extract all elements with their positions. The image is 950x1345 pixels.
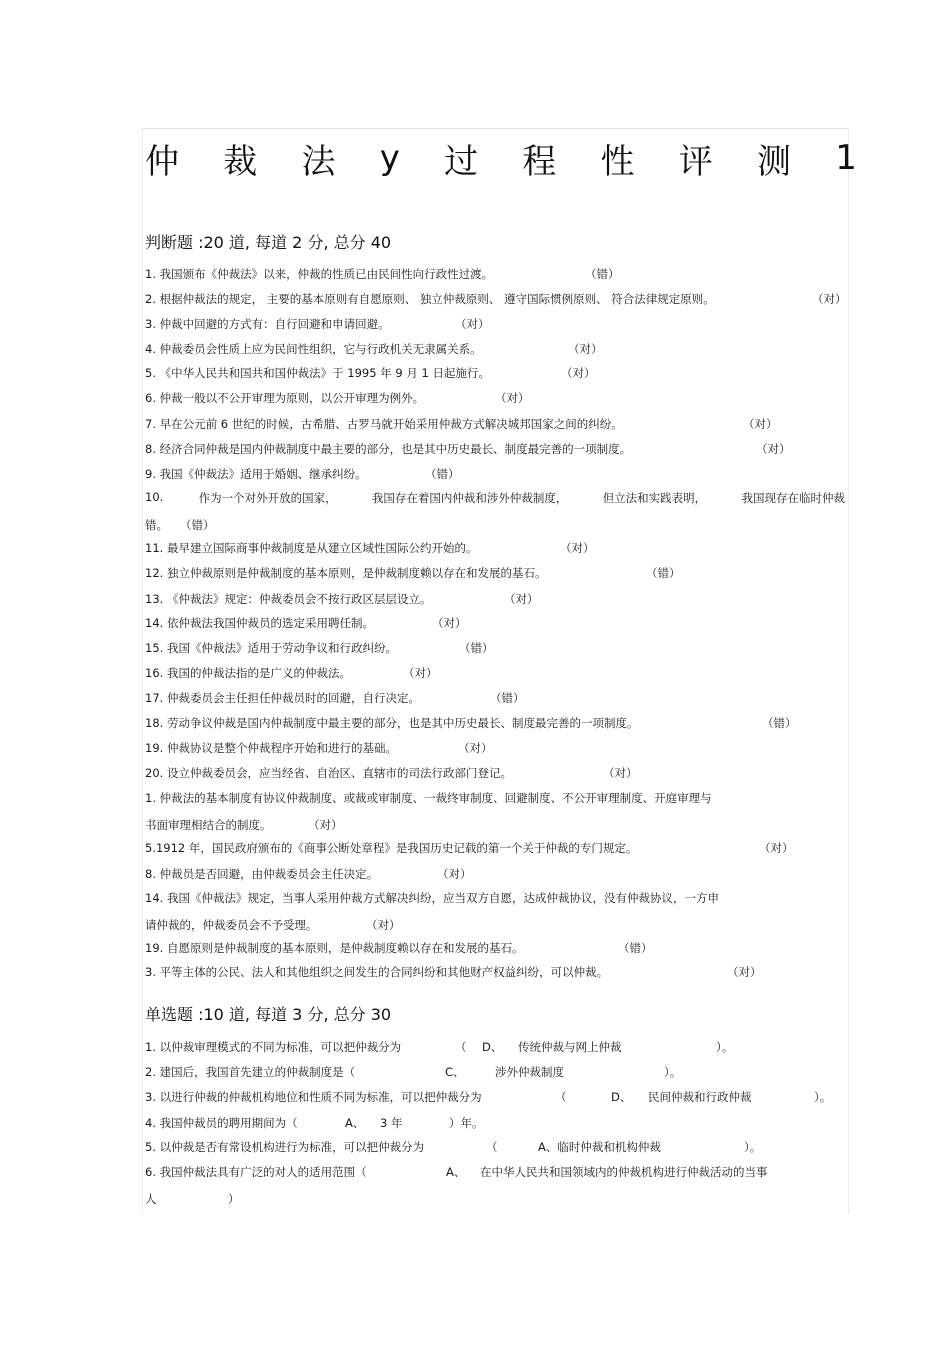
tf-question-long xyxy=(145,490,845,506)
tf-question: 5. 《中华人民共和国共和国仲裁法》于 1995 年 9 月 1 日起施行。 xyxy=(145,366,490,380)
tf-question-continuation: 错。 xyxy=(145,518,168,532)
tf-q10-part: 但立法和实践表明， xyxy=(602,491,707,505)
sc-bracket-open: （ xyxy=(555,1090,567,1104)
tf-question: 5.1912 年，国民政府颁布的《商事公断处章程》是我国历史记载的第一个关于仲裁的专门规定。 xyxy=(145,841,638,855)
tf-question: 8. 经济合同仲裁是国内仲裁制度中最主要的部分，也是其中历史最长、制度最完善的一项制度。 xyxy=(145,442,632,456)
tf-question: 16. 我国的仲裁法指的是广义的仲裁法。 xyxy=(145,666,351,680)
tf-answer: （对） xyxy=(812,292,847,306)
title-char: 性 xyxy=(600,141,635,182)
section-heading-single-choice: 单选题 :10 道, 每道 3 分, 总分 30 xyxy=(145,1005,392,1024)
tf-question: 14. 我国《仲裁法》规定，当事人采用仲裁方式解决纠纷，应当双方自愿，达成仲裁协议，没有仲裁协议，一方申 xyxy=(145,891,719,905)
tf-q10-part: 10. xyxy=(145,490,164,504)
tf-question: 9. 我国《仲裁法》适用于婚姻、继承纠纷。 xyxy=(145,467,367,481)
tf-question: 13. 《仲裁法》规定：仲裁委员会不按行政区层层设立。 xyxy=(145,592,432,606)
tf-answer: （错） xyxy=(646,566,681,580)
title-char: 程 xyxy=(522,141,557,182)
tf-question: 6. 仲裁一般以不公开审理为原则，以公开审理为例外。 xyxy=(145,391,425,405)
tf-question: 19. 仲裁协议是整个仲裁程序开始和进行的基础。 xyxy=(145,741,397,755)
sc-bracket-open: （ xyxy=(455,1040,467,1054)
sc-option-letter: A、 xyxy=(446,1165,466,1179)
sc-bracket-open: （ xyxy=(486,1140,498,1154)
title-char: 过 xyxy=(444,141,479,182)
sc-option-letter: A、 xyxy=(345,1116,365,1130)
sc-answer: A、临时仲裁和机构仲裁 xyxy=(538,1140,661,1154)
sc-option-letter: C、 xyxy=(445,1065,465,1079)
sc-bracket-close: ）。 xyxy=(814,1090,832,1104)
title-char: y xyxy=(379,138,400,178)
tf-question: 18. 劳动争议仲裁是国内仲裁制度中最主要的部分，也是其中历史最长、制度最完善的一项制度。 xyxy=(145,716,639,730)
tf-question: 17. 仲裁委员会主任担任仲裁员时的回避，自行决定。 xyxy=(145,691,420,705)
tf-answer: （对） xyxy=(504,592,539,606)
tf-question: 20. 设立仲裁委员会，应当经省、自治区、直辖市的司法行政部门登记。 xyxy=(145,766,512,780)
tf-answer: （错） xyxy=(180,518,215,532)
tf-question: 3. 仲裁中回避的方式有：自行回避和申请回避。 xyxy=(145,317,390,331)
sc-question: 5. 以仲裁是否有常设机构进行为标准，可以把仲裁分为 xyxy=(145,1140,425,1154)
tf-question-continuation: 请仲裁的，仲裁委员会不予受理。 xyxy=(145,918,318,932)
sc-bracket-close: ）。 xyxy=(716,1040,734,1054)
sc-bracket-close: ）年。 xyxy=(449,1116,484,1130)
tf-answer: （对） xyxy=(458,741,493,755)
tf-answer: （对） xyxy=(727,965,762,979)
sc-answer: 在中华人民共和国领域内的仲裁机构进行仲裁活动的当事 xyxy=(480,1165,768,1179)
sc-bracket-close: ）。 xyxy=(664,1065,682,1079)
sc-question: 2. 建国后，我国首先建立的仲裁制度是（ xyxy=(145,1065,356,1079)
tf-q10-part: 我国现存在临时仲裁 xyxy=(741,491,845,505)
tf-question: 2. 根据仲裁法的规定， 主要的基本原则有自愿原则、 独立仲裁原则、 遵守国际惯例原则、 符合法律规定原则。 xyxy=(145,292,715,306)
tf-question: 14. 依仲裁法我国仲裁员的选定采用聘任制。 xyxy=(145,616,374,630)
tf-answer: （对） xyxy=(756,442,791,456)
sc-question-continuation: 人 xyxy=(145,1192,157,1206)
tf-question: 4. 仲裁委员会性质上应为民间性组织，它与行政机关无隶属关系。 xyxy=(145,342,482,356)
sc-bracket-close: ）。 xyxy=(744,1140,762,1154)
sc-bracket-close: ） xyxy=(228,1192,240,1206)
tf-answer: （错） xyxy=(585,267,620,281)
sc-question: 1. 以仲裁审理模式的不同为标准，可以把仲裁分为 xyxy=(145,1040,402,1054)
tf-question: 1. 我国颁布《仲裁法》以来，仲裁的性质已由民间性向行政性过渡。 xyxy=(145,267,494,281)
tf-question: 19. 自愿原则是仲裁制度的基本原则，是仲裁制度赖以存在和发展的基石。 xyxy=(145,941,524,955)
sc-answer: 3 年 xyxy=(380,1116,403,1130)
sc-question: 6. 我国仲裁法具有广泛的对人的适用范围（ xyxy=(145,1165,367,1179)
tf-answer: （对） xyxy=(437,867,472,881)
tf-question: 12. 独立仲裁原则是仲裁制度的基本原则，是仲裁制度赖以存在和发展的基石。 xyxy=(145,566,547,580)
title-char: 裁 xyxy=(223,141,258,182)
sc-option-letter: D、 xyxy=(611,1090,632,1104)
tf-answer: （对） xyxy=(432,616,467,630)
tf-answer: （对） xyxy=(743,417,778,431)
sc-answer: 涉外仲裁制度 xyxy=(495,1065,564,1079)
title-char: 1 xyxy=(835,138,857,178)
tf-answer: （对） xyxy=(403,666,438,680)
tf-answer: （对） xyxy=(455,317,490,331)
tf-answer: （对） xyxy=(561,366,596,380)
tf-answer: （对） xyxy=(759,841,794,855)
sc-option-letter: D、 xyxy=(482,1040,503,1054)
section-heading-true-false: 判断题 :20 道, 每道 2 分, 总分 40 xyxy=(145,233,392,252)
tf-q10-part: 作为一个对外开放的国家， xyxy=(198,491,337,505)
tf-question: 15. 我国《仲裁法》适用于劳动争议和行政纠纷。 xyxy=(145,641,397,655)
tf-answer: （错） xyxy=(618,941,653,955)
tf-answer: （错） xyxy=(762,716,797,730)
tf-question: 3. 平等主体的公民、法人和其他组织之间发生的合同纠纷和其他财产权益纠纷，可以仲裁。 xyxy=(145,965,609,979)
tf-answer: （错） xyxy=(490,691,525,705)
tf-answer: （错） xyxy=(459,641,494,655)
tf-answer: （对） xyxy=(366,918,401,932)
tf-answer: （对） xyxy=(568,342,603,356)
tf-question: 1. 仲裁法的基本制度有协议仲裁制度、或裁或审制度、一裁终审制度、回避制度、不公开审理制度、开庭审理与 xyxy=(145,791,712,805)
tf-question-continuation: 书面审理相结合的制度。 xyxy=(145,818,272,832)
sc-answer: 民间仲裁和行政仲裁 xyxy=(648,1090,752,1104)
tf-answer: （对） xyxy=(603,766,638,780)
tf-q10-part: 我国存在着国内仲裁和涉外仲裁制度， xyxy=(371,491,568,505)
tf-question: 11. 最早建立国际商事仲裁制度是从建立区域性国际公约开始的。 xyxy=(145,541,478,555)
tf-answer: （对） xyxy=(560,541,595,555)
tf-answer: （对） xyxy=(495,391,530,405)
sc-answer: 传统仲裁与网上仲裁 xyxy=(518,1040,622,1054)
title-char: 评 xyxy=(678,141,713,182)
tf-question: 7. 早在公元前 6 世纪的时候，古希腊、古罗马就开始采用仲裁方式解决城邦国家之间的纠纷。 xyxy=(145,417,623,431)
sc-question: 4. 我国仲裁员的聘用期间为（ xyxy=(145,1116,298,1130)
title-char: 法 xyxy=(301,141,336,182)
tf-question: 8. 仲裁员是否回避，由仲裁委员会主任决定。 xyxy=(145,867,379,881)
page-title xyxy=(145,136,857,180)
title-char: 仲 xyxy=(145,141,179,182)
tf-answer: （对） xyxy=(308,818,343,832)
sc-question: 3. 以进行仲裁的仲裁机构地位和性质不同为标准，可以把仲裁分为 xyxy=(145,1090,482,1104)
tf-answer: （错） xyxy=(425,467,460,481)
title-char: 测 xyxy=(757,141,791,182)
